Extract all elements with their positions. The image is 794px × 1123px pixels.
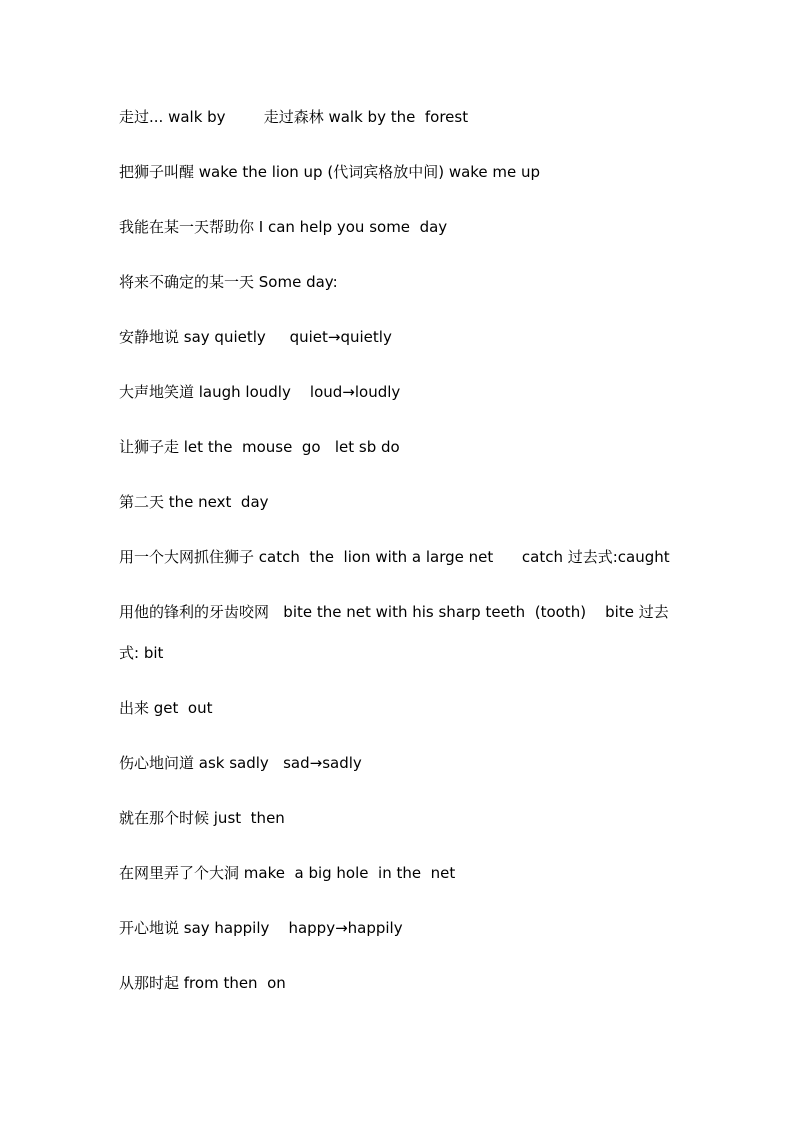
text-line: 伤心地问道 ask sadly sad→sadly — [119, 754, 362, 772]
text-line: 就在那个时候 just then — [119, 809, 285, 827]
text-line: 从那时起 from then on — [119, 974, 286, 992]
text-line: 用一个大网抓住狮子 catch the lion with a large net catch 过去式:caught — [119, 548, 670, 566]
text-line: 把狮子叫醒 wake the lion up (代词宾格放中间) wake me up — [119, 163, 541, 181]
text-line: 让狮子走 let the mouse go let sb do — [119, 438, 400, 456]
text-line: 走过... walk by 走过森林 walk by the forest — [119, 108, 469, 126]
text-line: 我能在某一天帮助你 I can help you some day — [119, 218, 448, 236]
text-line: 用他的锋利的牙齿咬网 bite the net with his sharp teeth (tooth) bite 过去 — [119, 603, 669, 621]
text-line: 安静地说 say quietly quiet→quietly — [119, 328, 392, 346]
text-line: 开心地说 say happily happy→happily — [119, 919, 403, 937]
text-line: 第二天 the next day — [119, 493, 269, 511]
text-line: 大声地笑道 laugh loudly loud→loudly — [119, 383, 401, 401]
text-line: 在网里弄了个大洞 make a big hole in the net — [119, 864, 456, 882]
text-line-continuation: 式: bit — [119, 644, 164, 662]
text-line: 将来不确定的某一天 Some day: — [119, 273, 338, 291]
text-line: 出来 get out — [119, 699, 213, 717]
